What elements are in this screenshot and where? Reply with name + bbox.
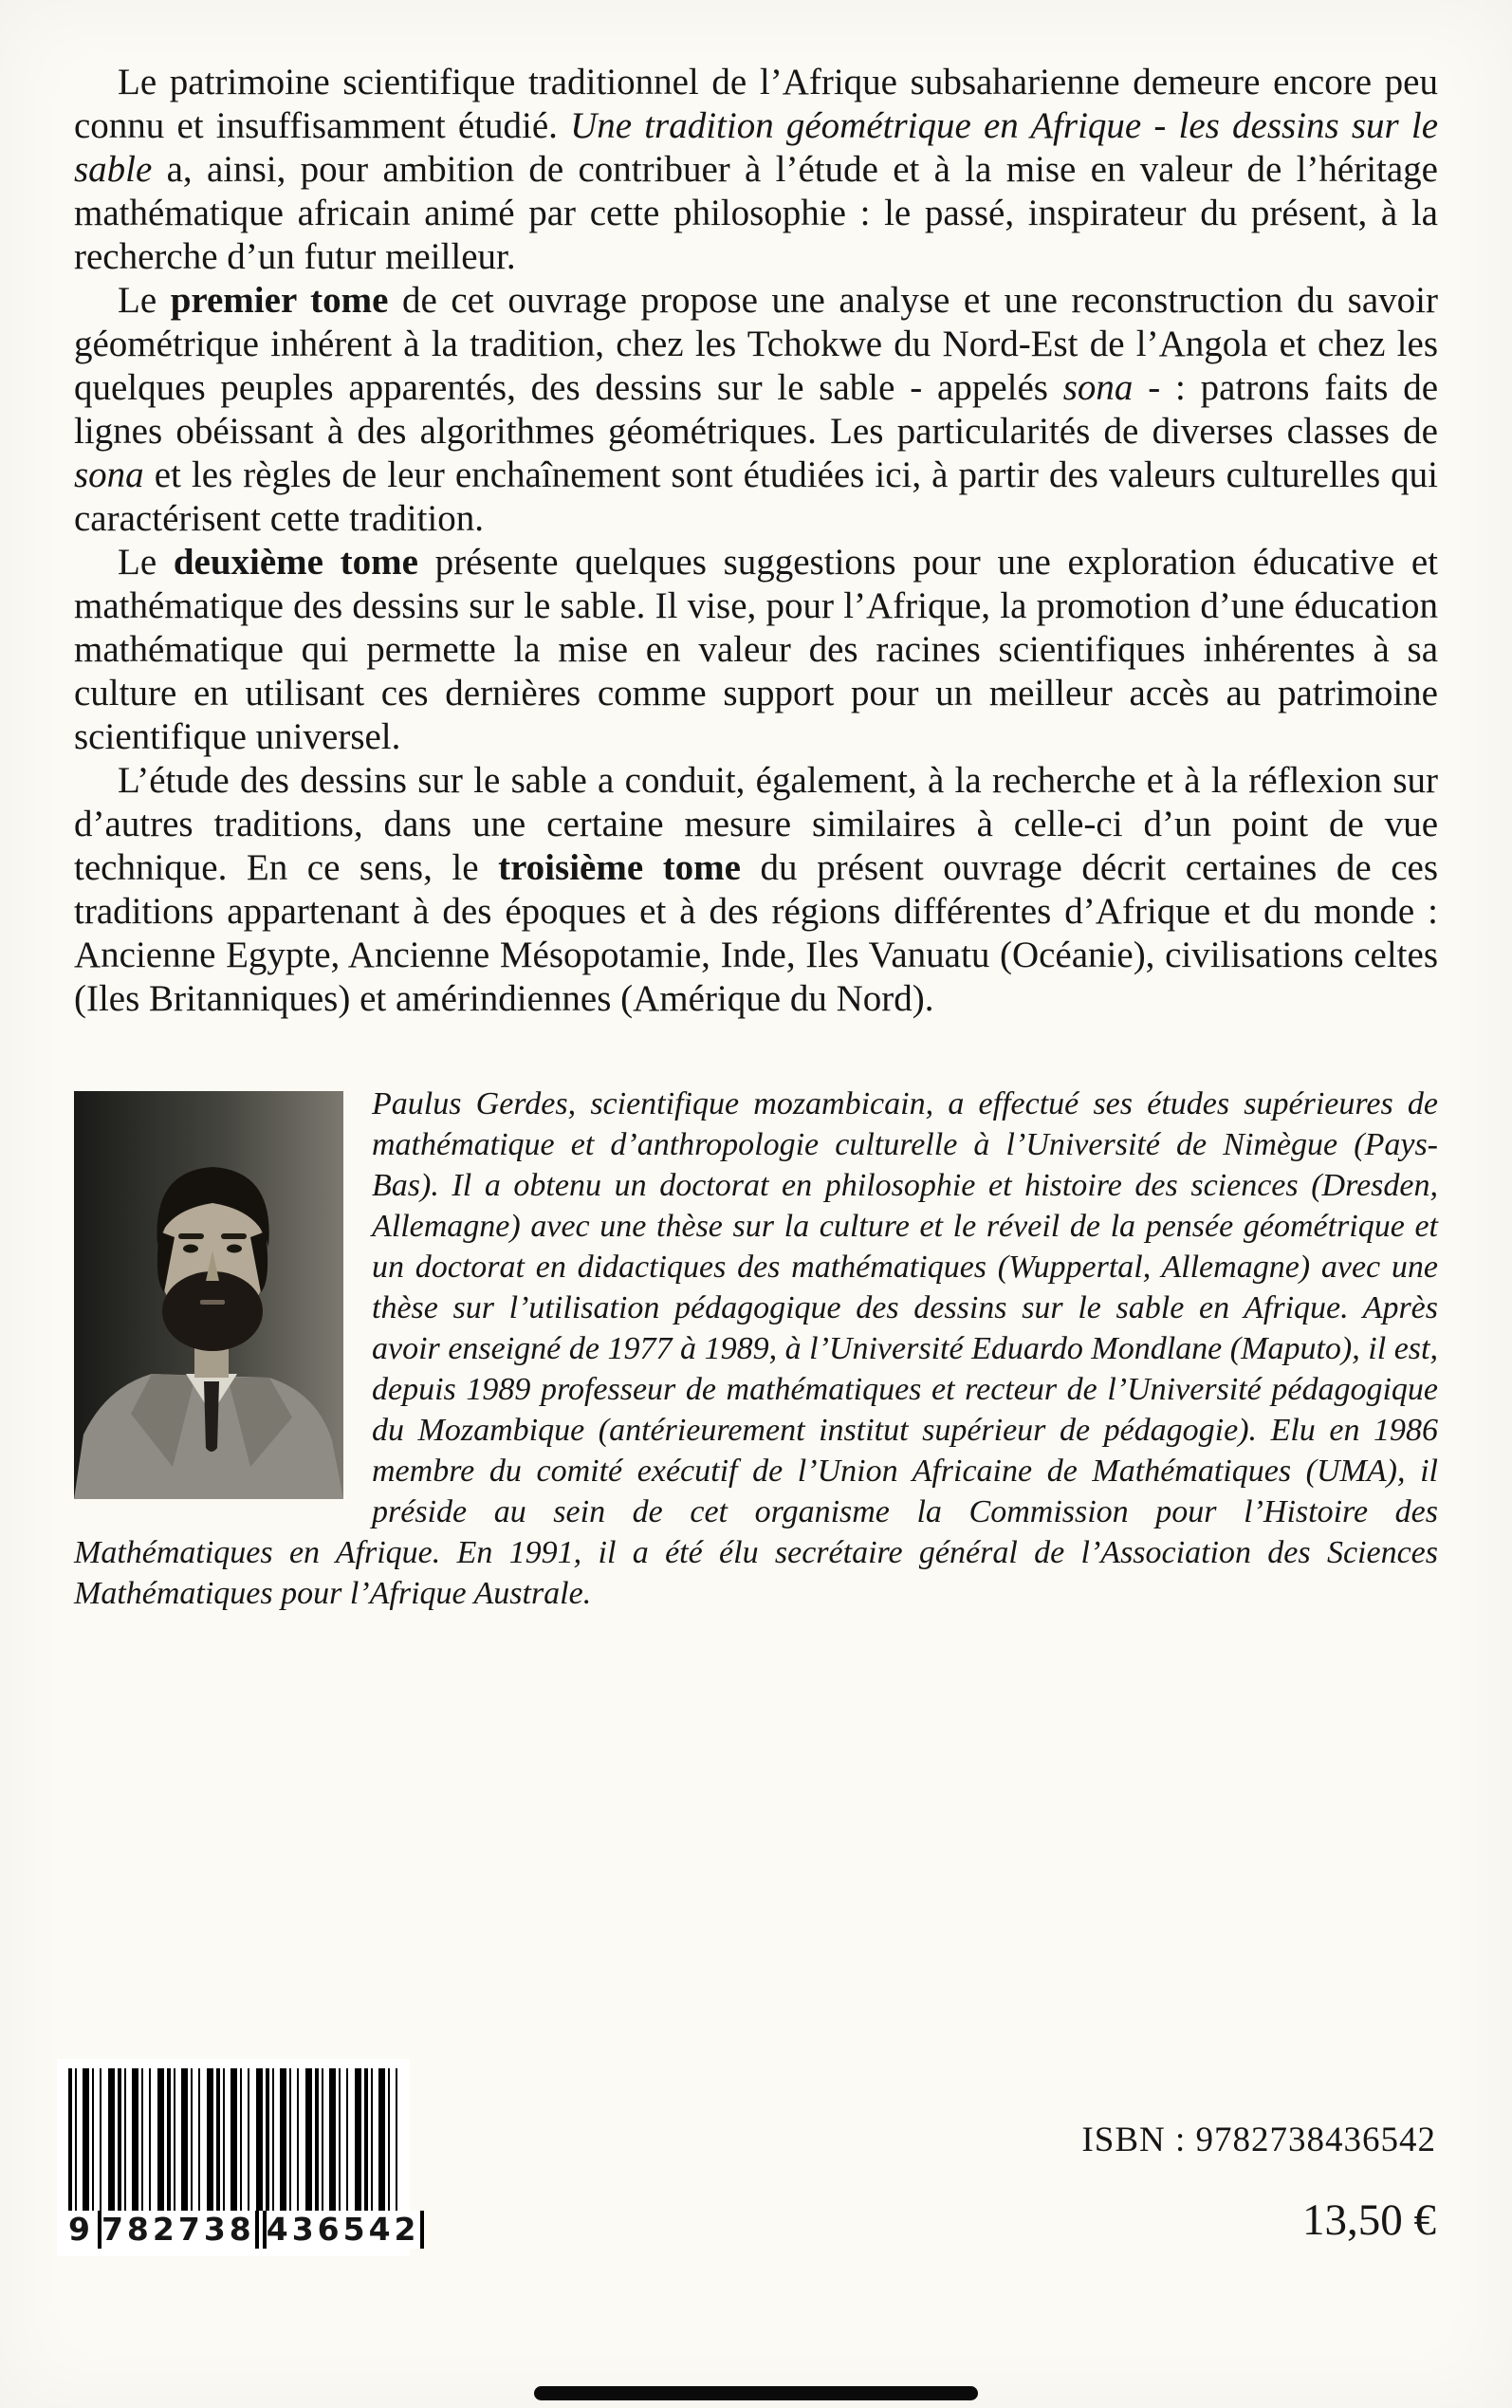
barcode-digits — [68, 2211, 420, 2249]
synopsis — [0, 0, 1512, 1021]
price-text: 13,50 € — [1302, 2195, 1436, 2245]
text-segment-normal: Le — [118, 280, 171, 321]
author-bio: Paulus Gerdes, scientifique mozambicain, a effectué ses études supérieures de mathématique et d’anthropologie culturelle à l’Université de Nimègue (Pays-Bas). Il a obtenu un doctorat en philosophie et histoire des sciences (Dresden, Allemagne) avec une thèse sur la culture et le réveil de la pensée géométrique et un doctorat en didactiques des mathématiques (Wuppertal, Allemagne) avec une thèse sur l’utilisation pédagogique des dessins sur le sable en Afrique. Après avoir enseigné de 1977 à 1989, à l’Université Eduardo Mondlane (Maputo), il est, depuis 1989 professeur de mathématiques et recteur de l’Université pédagogique du Mozambique (antérieurement institut supérieur de pédagogie). Elu en 1986 membre du comité exécutif de l’Union Africaine de Mathématiques (UMA), il préside au sein de cet organisme la Commission pour l’Histoire des Mathématiques en Afrique. En 1991, il a été élu secrétaire général de l’Association des Sciences Mathématiques pour l’Afrique Australe. — [74, 1086, 1438, 1611]
text-segment-italic: Une tradition géométrique en Afrique - les dessins sur le sable — [74, 105, 1439, 190]
text-segment-normal: Le — [118, 542, 174, 583]
text-segment-normal: Le patrimoine scientifique traditionnel de l’Afrique subsaharienne demeure encore peu connu et insuffisamment étudié. — [74, 62, 1438, 146]
barcode-lead-digit: 9 — [68, 2211, 90, 2248]
text-segment-normal: - : patrons faits de lignes obéissant à des algorithmes géométriques. Les particularités de diverses classes de — [74, 367, 1438, 452]
barcode-digit-group-2: 436542 — [263, 2211, 424, 2249]
author-portrait-image — [74, 1091, 343, 1499]
barcode-bars-icon — [68, 2068, 398, 2211]
text-segment-normal: de cet ouvrage propose une analyse et une reconstruction du savoir géométrique inhérent à la tradition, chez les Tchokwe du Nord-Est de l’Angola et chez les quelques peuples apparentés, des dessins sur le sable - appelés — [74, 280, 1438, 408]
text-segment-normal: présente quelques suggestions pour une exploration éducative et mathématique des dessins sur le sable. Il vise, pour l’Afrique, la promotion d’une éducation mathématique qui permette la mise en valeur des racines scientifiques inhérentes à sa culture en utilisant ces dernières comme support pour un meilleur accès au patrimoine scientifique universel. — [74, 542, 1438, 757]
text-segment-normal: et les règles de leur enchaînement sont étudiées ici, à partir des valeurs culturelles qui caractérisent cette tradition. — [74, 454, 1438, 539]
text-segment-normal: a, ainsi, pour ambition de contribuer à l’étude et à la mise en valeur de l’héritage mathématique africain animé par cette philosophie : le passé, inspirateur du présent, à la recherche d’un futur meilleur. — [74, 149, 1438, 277]
bottom-bar — [534, 2386, 978, 2400]
text-segment-bold: deuxième tome — [173, 542, 418, 583]
text-segment-bold: premier tome — [170, 280, 389, 321]
synopsis-paragraph-1 — [74, 61, 1438, 279]
text-segment-italic: sona — [1062, 367, 1134, 408]
synopsis-paragraph-3 — [74, 541, 1438, 759]
author-section — [0, 1021, 1512, 1614]
text-segment-bold: troisième tome — [498, 847, 741, 888]
text-segment-italic: sona — [74, 454, 144, 495]
text-segment-normal: du présent ouvrage décrit certaines de ces traditions appartenant à des époques et à des régions différentes d’Afrique et du monde : Ancienne Egypte, Ancienne Mésopotamie, Inde, Iles Vanuatu (Océanie), civilisations celtes (Iles Britanniques) et amérindiennes (Amérique du Nord). — [74, 847, 1438, 1019]
author-photo — [74, 1091, 343, 1499]
pricing-block — [1081, 2120, 1436, 2246]
isbn-text: ISBN : 9782738436542 — [1081, 2121, 1436, 2159]
barcode-digit-group-1: 782738 — [98, 2211, 259, 2249]
footer — [57, 2059, 1436, 2256]
barcode — [57, 2059, 420, 2256]
synopsis-paragraph-2 — [74, 279, 1438, 541]
synopsis-paragraph-4 — [74, 759, 1438, 1021]
text-segment-normal: L’étude des dessins sur le sable a conduit, également, à la recherche et à la réflexion sur d’autres traditions, dans une certaine mesure similaires à celle-ci d’un point de vue technique. En ce sens, le — [74, 760, 1438, 888]
